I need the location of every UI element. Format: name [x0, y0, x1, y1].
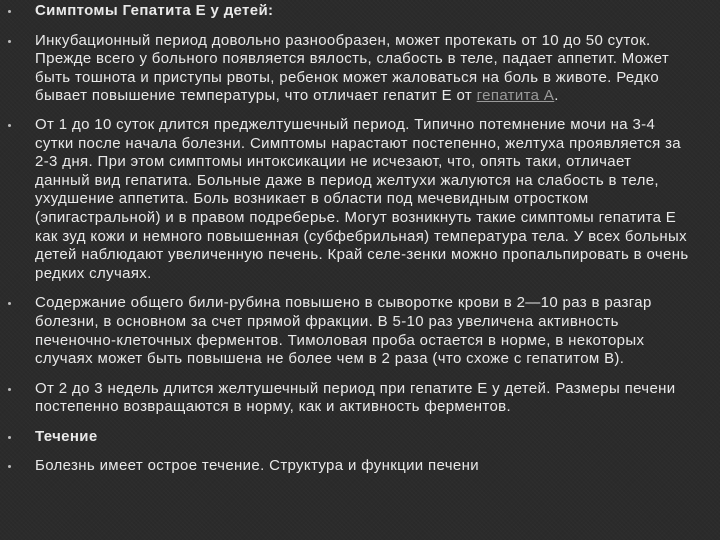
list-item-course [8, 457, 690, 476]
list-item-heading-symptoms [8, 2, 690, 21]
bullet-icon [8, 436, 11, 439]
incubation-text: Инкубационный период довольно разнообразен, может протекать от 10 до 50 суток. Прежде всего у больного появляется вялость, слабость в теле, падает аппетит. Может быть тошнота и приступы рвоты, ребенок может жаловаться на боль в животе. Редко бывает повышение температуры, что отличает гепатит Е от [35, 31, 670, 105]
heading-course: Течение [35, 427, 98, 445]
bullet-icon [8, 124, 11, 127]
incubation-text-end: . [554, 87, 559, 105]
bullet-list [8, 2, 690, 476]
bullet-icon [8, 388, 11, 391]
bullet-icon [8, 465, 11, 468]
bilirubin-text: Содержание общего били-рубина повышено в сыворотке крови в 2—10 раз в разгар болезни, в основном за счет прямой фракции. В 5-10 раз увеличена активность печеночно-клеточных ферментов. Тимоловая проба остается в норме, в некоторых случаях может быть повышена не более чем в 2 раза (что схоже с гепатитом В). [35, 294, 652, 368]
preicteric-text: От 1 до 10 суток длится преджелтушечный период. Типично потемнение мочи на 3-4 сутки после начала болезни. Симптомы нарастают постепенно, желтуха проявляется за 2-3 дня. При этом симптомы интоксикации не исчезают, что, опять таки, отличает данный вид гепатита. Больные даже в период желтухи жалуются на слабость в теле, ухудшение аппетита. Боль возникает в области под мечевидным отростком (эпигастральной) и в правом подреберье. Могут возникнуть такие симптомы гепатита Е как зуд кожи и немного повышенная (субфебрильная) температура тела. У всех больных детей наблюдают увеличенную печень. Край селе-зенки можно пропальпировать в очень редких случаях. [35, 115, 689, 282]
bullet-icon [8, 10, 11, 13]
list-item-preicteric [8, 116, 690, 283]
list-item-bilirubin [8, 294, 690, 368]
bullet-icon [8, 302, 11, 305]
list-item-icteric [8, 380, 690, 417]
heading-symptoms: Симптомы Гепатита Е у детей: [35, 2, 274, 19]
bullet-icon [8, 40, 11, 43]
course-text: Болезнь имеет острое течение. Структура и функции печени [35, 457, 479, 475]
hepatitis-a-link[interactable]: гепатита А [476, 87, 555, 105]
list-item-incubation [8, 32, 690, 106]
list-item-heading-course [8, 428, 690, 447]
icteric-text: От 2 до 3 недель длится желтушечный период при гепатите Е у детей. Размеры печени постепенно возвращаются в норму, как и активность ферментов. [35, 379, 676, 416]
